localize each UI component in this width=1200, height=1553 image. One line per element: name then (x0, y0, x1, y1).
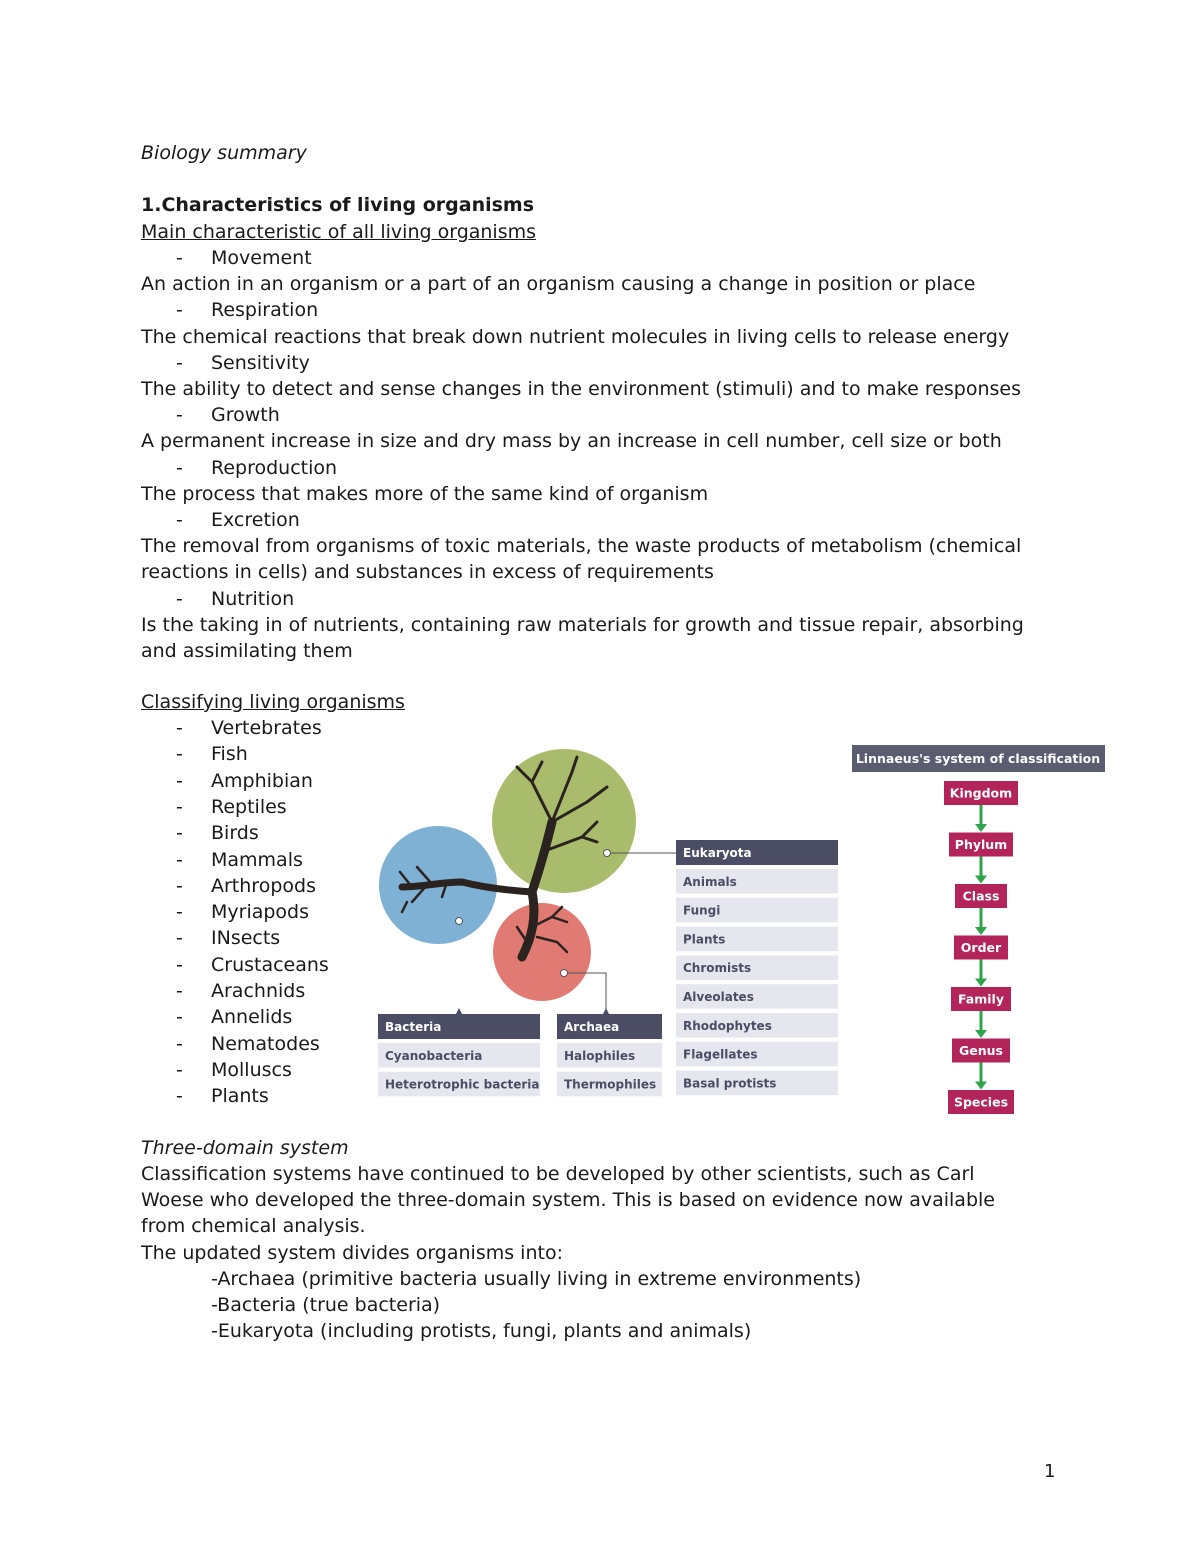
bullet-dash: - (176, 743, 183, 766)
characteristic-definition: and assimilating them (141, 640, 353, 662)
taxonomy-label: Plants (211, 1085, 269, 1108)
bullet-dash: - (176, 795, 183, 818)
characteristic-term: Reproduction (211, 456, 338, 479)
bullet-dash: - (176, 717, 183, 739)
bacteria-item-label: Heterotrophic bacteria (385, 1077, 540, 1092)
paragraph-line: Woese who developed the three-domain system. This is based on evidence now available (141, 1189, 995, 1212)
paragraph-line: Classification systems have continued to be developed by other scientists, such as Carl (141, 1163, 975, 1185)
characteristic-term: Growth (211, 404, 280, 427)
characteristic-definition: An action in an organism or a part of an organism causing a change in position or place (141, 273, 976, 296)
arrow-head-icon (975, 1082, 987, 1090)
paragraph-line: from chemical analysis. (141, 1215, 366, 1238)
arrow-head-icon (975, 824, 987, 832)
bacteria-item-label: Cyanobacteria (385, 1048, 483, 1063)
three-domain-figure (372, 742, 842, 1102)
domain-item: -Archaea (primitive bacteria usually living in extreme environments) (211, 1268, 862, 1290)
archaea-item-label: Halophiles (564, 1048, 636, 1063)
bacteria-header-label: Bacteria (385, 1020, 442, 1034)
eukaryota-circle (492, 749, 636, 893)
domain-item: -Bacteria (true bacteria) (211, 1294, 441, 1317)
characteristic-definition: The removal from organisms of toxic materials, the waste products of metabolism (chemical (141, 535, 1022, 558)
taxonomy-label: Arthropods (211, 874, 316, 897)
arrow-head-icon (975, 1030, 987, 1038)
arrow-head-icon (975, 927, 987, 935)
linnaeus-title: Linnaeus's system of classification (855, 751, 1101, 766)
eukaryota-item-label: Animals (683, 874, 737, 889)
eukaryota-item-label: Alveolates (683, 989, 754, 1004)
domain-item: -Eukaryota (including protists, fungi, plants and animals) (211, 1320, 752, 1343)
bullet-dash: - (176, 980, 183, 1002)
subheading: Main characteristic of all living organisms (141, 221, 537, 243)
characteristic-definition: reactions in cells) and substances in excess of requirements (141, 561, 714, 584)
arrow-head-icon (975, 979, 987, 987)
bullet-dash: - (176, 848, 183, 871)
bullet-dash: - (176, 769, 183, 792)
bullet-dash: - (176, 1058, 183, 1081)
taxonomy-label: INsects (211, 927, 281, 950)
bullet-dash: - (176, 874, 183, 897)
taxonomy-label: Reptiles (211, 795, 287, 818)
taxonomy-label: Crustaceans (211, 953, 329, 976)
characteristic-term: Nutrition (211, 587, 295, 610)
taxonomy-label: Arachnids (211, 980, 306, 1002)
bullet-dash: - (176, 1085, 183, 1108)
taxonomy-label: Birds (211, 822, 259, 845)
characteristic-definition: The process that makes more of the same kind of organism (141, 482, 709, 505)
characteristic-definition: The ability to detect and sense changes in the environment (stimuli) and to make responses (141, 378, 1022, 400)
bullet-dash: - (176, 1032, 183, 1055)
taxonomy-list (176, 717, 376, 1108)
characteristic-term: Respiration (211, 299, 319, 322)
linnaeus-level-label: Class (962, 888, 1000, 904)
bullet-dash: - (176, 1006, 183, 1029)
eukaryota-item-label: Flagellates (683, 1047, 758, 1062)
linnaeus-level-label: Genus (959, 1043, 1003, 1058)
bullet-dash: - (176, 901, 183, 924)
taxonomy-label: Nematodes (211, 1032, 320, 1055)
eukaryota-item-label: Chromists (683, 961, 752, 976)
taxonomy-label: Myriapods (211, 901, 310, 924)
characteristic-term: Sensitivity (211, 351, 310, 374)
taxonomy-label: Amphibian (211, 769, 313, 792)
doc-title: Biology summary (141, 142, 307, 164)
characteristic-term: Movement (211, 247, 312, 269)
bullet-dash: - (176, 927, 183, 950)
eukaryota-item-label: Fungi (683, 903, 721, 918)
arrow-head-icon (975, 876, 987, 884)
archaea-header-label: Archaea (564, 1020, 620, 1034)
taxonomy-label: Vertebrates (211, 717, 322, 739)
linnaeus-level-label: Phylum (954, 837, 1008, 852)
characteristic-definition: Is the taking in of nutrients, containing raw materials for growth and tissue repair, absorbing (141, 613, 1024, 636)
taxonomy-label: Mammals (211, 848, 303, 871)
eukaryota-item-label: Rhodophytes (683, 1018, 772, 1033)
bullet-dash: - (176, 822, 183, 845)
eukaryota-header-label: Eukaryota (683, 846, 752, 860)
taxonomy-label: Fish (211, 743, 248, 766)
characteristic-definition: A permanent increase in size and dry mass by an increase in cell number, cell size or both (141, 430, 1002, 453)
bullet-dash: - (176, 247, 183, 269)
section-heading: 1.Characteristics of living organisms (141, 194, 535, 216)
paragraph-line: The updated system divides organisms into: (141, 1241, 563, 1264)
bullet-dash: - (176, 509, 183, 531)
eukaryota-item-label: Basal protists (683, 1076, 777, 1091)
linnaeus-figure (852, 745, 1108, 1117)
three-domain-heading: Three-domain system (141, 1137, 349, 1159)
taxonomy-label: Annelids (211, 1006, 293, 1029)
bullet-dash: - (176, 953, 183, 976)
bullet-dash: - (176, 299, 183, 322)
archaea-item-label: Thermophiles (564, 1077, 657, 1092)
characteristic-term: Excretion (211, 509, 300, 531)
bullet-dash: - (176, 456, 183, 479)
linnaeus-level-label: Family (958, 991, 1004, 1007)
taxonomy-label: Molluscs (211, 1058, 292, 1081)
linnaeus-level-label: Kingdom (949, 785, 1013, 801)
linnaeus-level-label: Species (953, 1094, 1009, 1110)
page-number: 1 (1044, 1461, 1056, 1482)
archaea-circle (493, 903, 591, 1001)
eukaryota-item-label: Plants (683, 932, 726, 947)
classify-heading: Classifying living organisms (141, 691, 405, 713)
characteristic-definition: The chemical reactions that break down nutrient molecules in living cells to release energy (141, 325, 1010, 348)
bullet-dash: - (176, 404, 183, 427)
bullet-dash: - (176, 351, 183, 374)
linnaeus-level-label: Order (960, 940, 1002, 955)
bullet-dash: - (176, 587, 183, 610)
